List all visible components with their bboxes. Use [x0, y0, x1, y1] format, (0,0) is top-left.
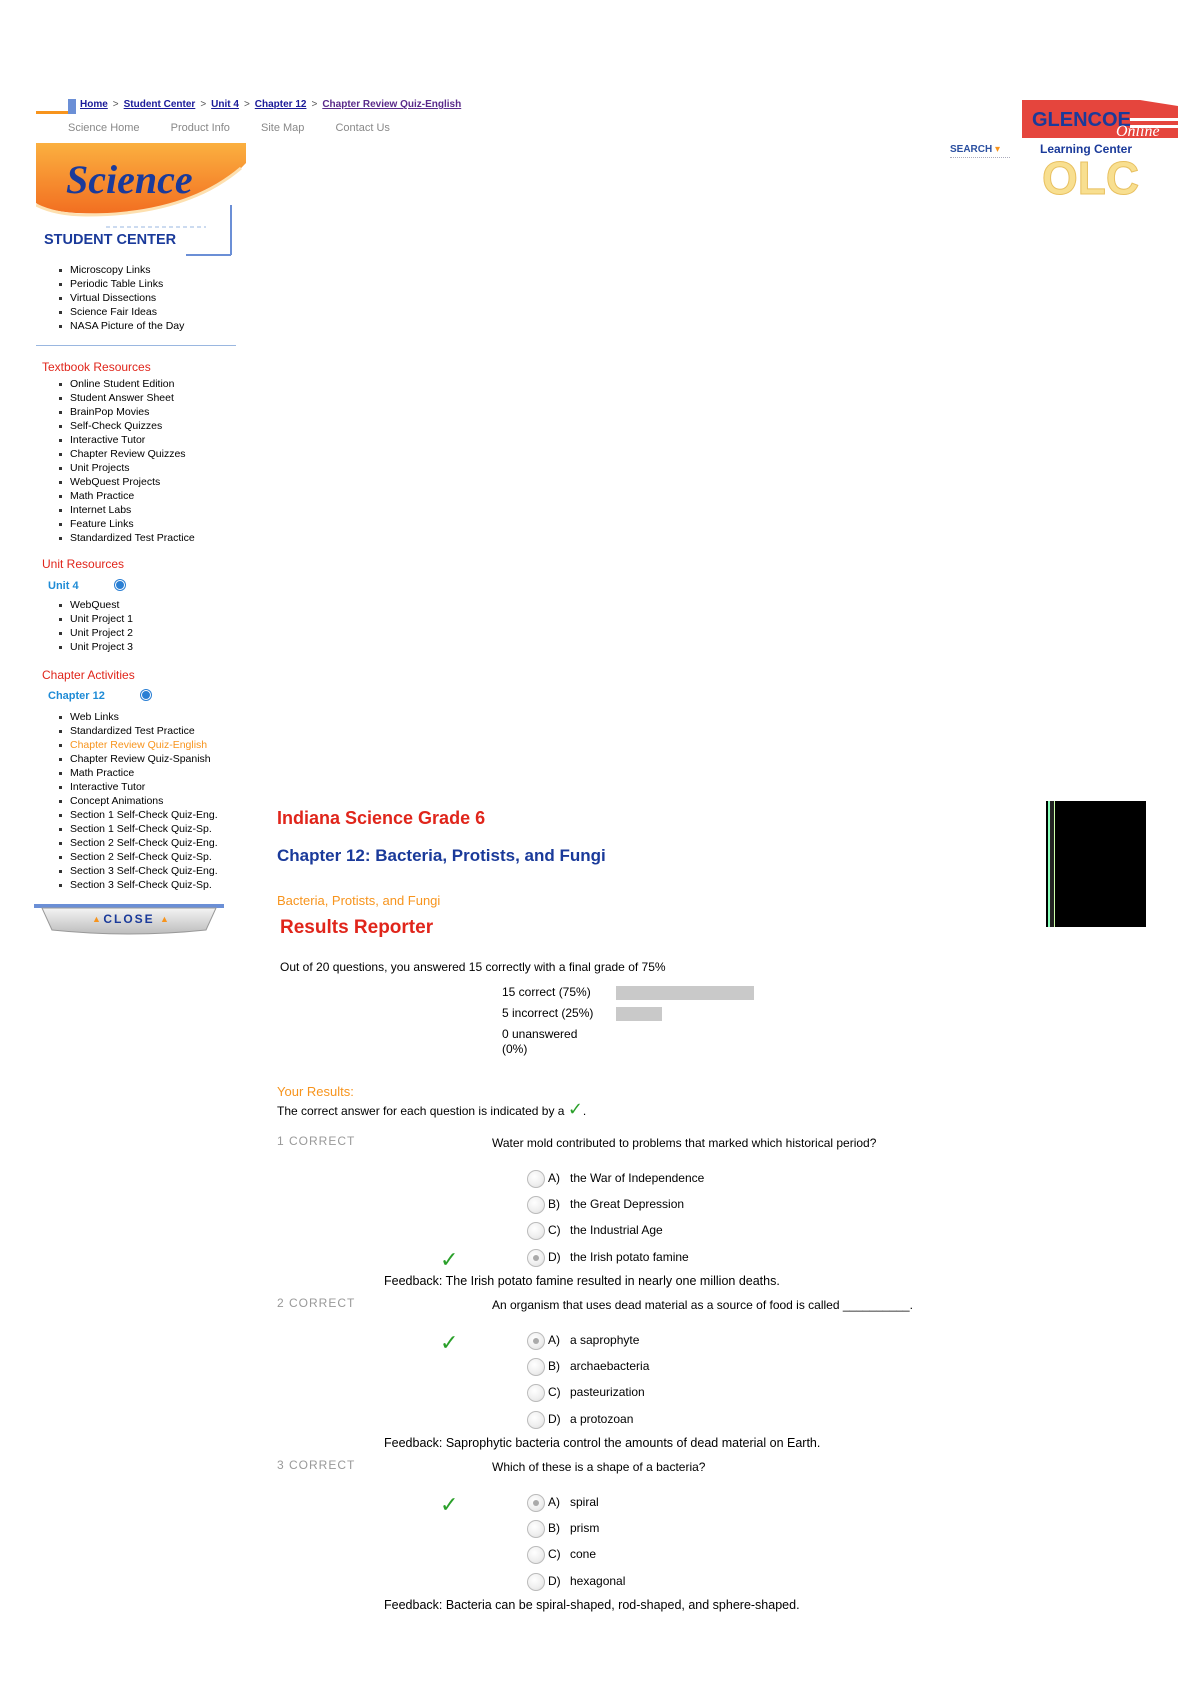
nav-science-home[interactable]: Science Home [68, 122, 140, 134]
radio-button-selected[interactable] [527, 1332, 545, 1350]
breadcrumb-home[interactable]: Home [80, 99, 108, 110]
feedback: Feedback: Bacteria can be spiral-shaped, rod-shaped, and sphere-shaped. [384, 1598, 800, 1612]
your-results-heading: Your Results: [277, 1084, 354, 1099]
unanswered-label: 0 unanswered [502, 1027, 578, 1041]
sidebar-link[interactable]: Student Answer Sheet [52, 391, 195, 405]
answer-option [527, 1196, 684, 1214]
media-player[interactable] [1046, 801, 1146, 927]
sidebar-link[interactable]: WebQuest Projects [52, 475, 195, 489]
answer-option [527, 1170, 704, 1188]
answer-option [527, 1249, 689, 1267]
option-letter: D) [548, 1412, 561, 1427]
breadcrumb-quiz[interactable]: Chapter Review Quiz-English [322, 99, 462, 110]
sidebar-link[interactable]: Web Links [52, 710, 218, 724]
sidebar-link[interactable]: Self-Check Quizzes [52, 419, 195, 433]
sidebar-link[interactable]: BrainPop Movies [52, 405, 195, 419]
option-letter: B) [548, 1197, 560, 1212]
option-letter: C) [548, 1385, 561, 1400]
radio-button[interactable] [527, 1384, 545, 1402]
science-logo[interactable] [36, 143, 246, 258]
unit-select-value: Unit 4 [48, 580, 79, 592]
breadcrumb-sep: > [200, 99, 207, 110]
sidebar-link[interactable]: Internet Labs [52, 503, 195, 517]
question-number: 1 CORRECT [277, 1134, 356, 1148]
textbook-resources-heading: Textbook Resources [42, 360, 151, 374]
sidebar-link[interactable]: Virtual Dissections [52, 291, 184, 305]
chapter-activities-heading: Chapter Activities [42, 668, 135, 682]
breadcrumb-chapter[interactable]: Chapter 12 [254, 99, 307, 110]
legend-text: The correct answer for each question is indicated by a [277, 1104, 565, 1118]
radio-button[interactable] [527, 1222, 545, 1240]
search-button[interactable] [950, 144, 1010, 158]
score-summary: Out of 20 questions, you answered 15 correctly with a final grade of 75% [280, 960, 666, 974]
radio-button-selected[interactable] [527, 1494, 545, 1512]
results-reporter-title: Results Reporter [280, 917, 434, 938]
radio-button[interactable] [527, 1170, 545, 1188]
breadcrumb-accent [36, 99, 76, 115]
answer-option [527, 1332, 639, 1350]
chapter-select-value: Chapter 12 [48, 690, 105, 702]
page-title: Indiana Science Grade 6 [277, 808, 486, 828]
question-number: 3 CORRECT [277, 1458, 356, 1472]
option-text: the Great Depression [570, 1197, 685, 1212]
sidebar-link[interactable]: Online Student Edition [52, 377, 195, 391]
unit-resources-list [52, 598, 133, 654]
sidebar-link[interactable]: Concept Animations [52, 794, 218, 808]
option-text: the War of Independence [570, 1171, 705, 1186]
option-text: the Irish potato famine [570, 1250, 689, 1265]
top-nav [68, 122, 418, 134]
question-text: An organism that uses dead material as a source of food is called __________. [492, 1298, 913, 1312]
feedback: Feedback: Saprophytic bacteria control the amounts of dead material on Earth. [384, 1436, 821, 1450]
sidebar-link[interactable]: Standardized Test Practice [52, 531, 195, 545]
option-text: hexagonal [570, 1574, 626, 1589]
sidebar-link[interactable]: Microscopy Links [52, 263, 184, 277]
correct-stat: 15 correct (75%) [502, 985, 591, 999]
sidebar-link[interactable]: Standardized Test Practice [52, 724, 218, 738]
option-text: a protozoan [570, 1412, 634, 1427]
radio-button[interactable] [527, 1196, 545, 1214]
sidebar-link[interactable]: Chapter Review Quizzes [52, 447, 195, 461]
feedback: Feedback: The Irish potato famine resulted in nearly one million deaths. [384, 1274, 780, 1288]
option-text: pasteurization [570, 1385, 645, 1400]
correct-checkmark-icon: ✓ [440, 1492, 459, 1517]
radio-button[interactable] [527, 1546, 545, 1564]
unanswered-stat [502, 1027, 577, 1057]
incorrect-bar [616, 1007, 662, 1021]
glencoe-learning: Learning Center [1040, 142, 1133, 156]
correct-checkmark-icon: ✓ [440, 1247, 459, 1272]
option-letter: C) [548, 1547, 561, 1562]
option-text: the Industrial Age [570, 1223, 663, 1238]
correct-bar [616, 986, 754, 1000]
answer-option [527, 1494, 599, 1512]
checkmark-icon: ✓ [567, 1099, 583, 1119]
sidebar-links [52, 263, 184, 333]
option-letter: B) [548, 1359, 560, 1374]
close-right-arrow-icon: ▲ [160, 914, 169, 924]
chapter-activities-list [52, 710, 218, 892]
option-text: archaebacteria [570, 1359, 650, 1374]
option-letter: C) [548, 1223, 561, 1238]
glencoe-olc-logo[interactable] [1020, 98, 1178, 198]
option-letter: D) [548, 1250, 561, 1265]
legend-end: . [582, 1104, 587, 1118]
legend [277, 1100, 586, 1118]
option-letter: B) [548, 1521, 560, 1536]
answer-option [527, 1546, 596, 1564]
sidebar-link[interactable]: Section 3 Self-Check Quiz-Eng. [52, 864, 218, 878]
sidebar-link[interactable]: Unit Project 1 [52, 612, 133, 626]
answer-option [527, 1222, 663, 1240]
nav-product-info[interactable]: Product Info [170, 122, 230, 134]
unit-select[interactable] [48, 580, 125, 592]
option-letter: A) [548, 1495, 560, 1510]
option-letter: D) [548, 1574, 561, 1589]
incorrect-stat: 5 incorrect (25%) [502, 1006, 594, 1020]
question-text: Water mold contributed to problems that marked which historical period? [492, 1136, 877, 1150]
breadcrumb-sep: > [311, 99, 318, 110]
search-arrow-icon: ▾ [995, 144, 1001, 155]
sidebar-link[interactable]: Math Practice [52, 489, 195, 503]
science-logo-title: Science [66, 157, 193, 202]
sidebar-link[interactable]: WebQuest [52, 598, 133, 612]
option-letter: A) [548, 1171, 560, 1186]
breadcrumb-sep: > [243, 99, 250, 110]
answer-option [527, 1411, 633, 1429]
search-label: SEARCH [950, 144, 993, 155]
close-left-arrow-icon: ▲ [92, 914, 101, 924]
sidebar-link[interactable]: Section 1 Self-Check Quiz-Sp. [52, 822, 218, 836]
answer-option [527, 1573, 625, 1591]
glencoe-brand: GLENCOE [1032, 109, 1131, 131]
sidebar-link[interactable]: Science Fair Ideas [52, 305, 184, 319]
sidebar-link[interactable]: Unit Project 3 [52, 640, 133, 654]
sidebar-divider [36, 345, 236, 346]
radio-button-selected[interactable] [527, 1249, 545, 1267]
answer-option [527, 1520, 599, 1538]
sidebar-link-active[interactable]: Chapter Review Quiz-English [52, 738, 218, 752]
sidebar-link[interactable]: Interactive Tutor [52, 780, 218, 794]
chapter-subtitle: Bacteria, Protists, and Fungi [277, 893, 441, 908]
radio-button[interactable] [527, 1520, 545, 1538]
sidebar-link[interactable]: Section 2 Self-Check Quiz-Sp. [52, 850, 218, 864]
sidebar-link[interactable]: Interactive Tutor [52, 433, 195, 447]
breadcrumb-student-center[interactable]: Student Center [123, 99, 196, 110]
unit-resources-heading: Unit Resources [42, 557, 125, 571]
sidebar-link[interactable]: Section 3 Self-Check Quiz-Sp. [52, 878, 218, 892]
sidebar-link[interactable]: Math Practice [52, 766, 218, 780]
sidebar-link[interactable]: Unit Projects [52, 461, 195, 475]
sidebar-link[interactable]: Section 1 Self-Check Quiz-Eng. [52, 808, 218, 822]
radio-button[interactable] [527, 1411, 545, 1429]
breadcrumb-unit[interactable]: Unit 4 [211, 99, 239, 110]
glencoe-online: Online [1116, 123, 1160, 140]
chapter-select[interactable] [48, 690, 151, 702]
science-logo-subtitle: STUDENT CENTER [44, 232, 177, 248]
answer-option [527, 1358, 649, 1376]
textbook-resources-list [52, 377, 195, 545]
breadcrumb [80, 99, 461, 110]
question-text: Which of these is a shape of a bacteria? [492, 1460, 706, 1474]
select-dot-icon [115, 580, 125, 590]
chapter-title: Chapter 12: Bacteria, Protists, and Fungi [277, 846, 606, 865]
correct-checkmark-icon: ✓ [440, 1330, 459, 1355]
close-label: CLOSE [103, 912, 155, 926]
sidebar-link[interactable]: Chapter Review Quiz-Spanish [52, 752, 218, 766]
answer-option [527, 1384, 645, 1402]
nav-contact-us[interactable]: Contact Us [335, 122, 390, 134]
sidebar-link[interactable]: Section 2 Self-Check Quiz-Eng. [52, 836, 218, 850]
option-text: a saprophyte [570, 1333, 640, 1348]
question-number: 2 CORRECT [277, 1296, 356, 1310]
option-letter: A) [548, 1333, 560, 1348]
radio-button[interactable] [527, 1573, 545, 1591]
glencoe-olc: OLC [1042, 152, 1140, 198]
nav-site-map[interactable]: Site Map [261, 122, 305, 134]
unanswered-pct: (0%) [502, 1042, 528, 1056]
close-button[interactable] [34, 904, 224, 936]
sidebar-link[interactable]: Unit Project 2 [52, 626, 133, 640]
option-text: prism [570, 1521, 600, 1536]
radio-button[interactable] [527, 1358, 545, 1376]
option-text: spiral [570, 1495, 599, 1510]
sidebar-link[interactable]: Periodic Table Links [52, 277, 184, 291]
breadcrumb-sep: > [112, 99, 119, 110]
sidebar-link[interactable]: NASA Picture of the Day [52, 319, 184, 333]
select-dot-icon [141, 690, 151, 700]
sidebar-link[interactable]: Feature Links [52, 517, 195, 531]
option-text: cone [570, 1547, 597, 1562]
